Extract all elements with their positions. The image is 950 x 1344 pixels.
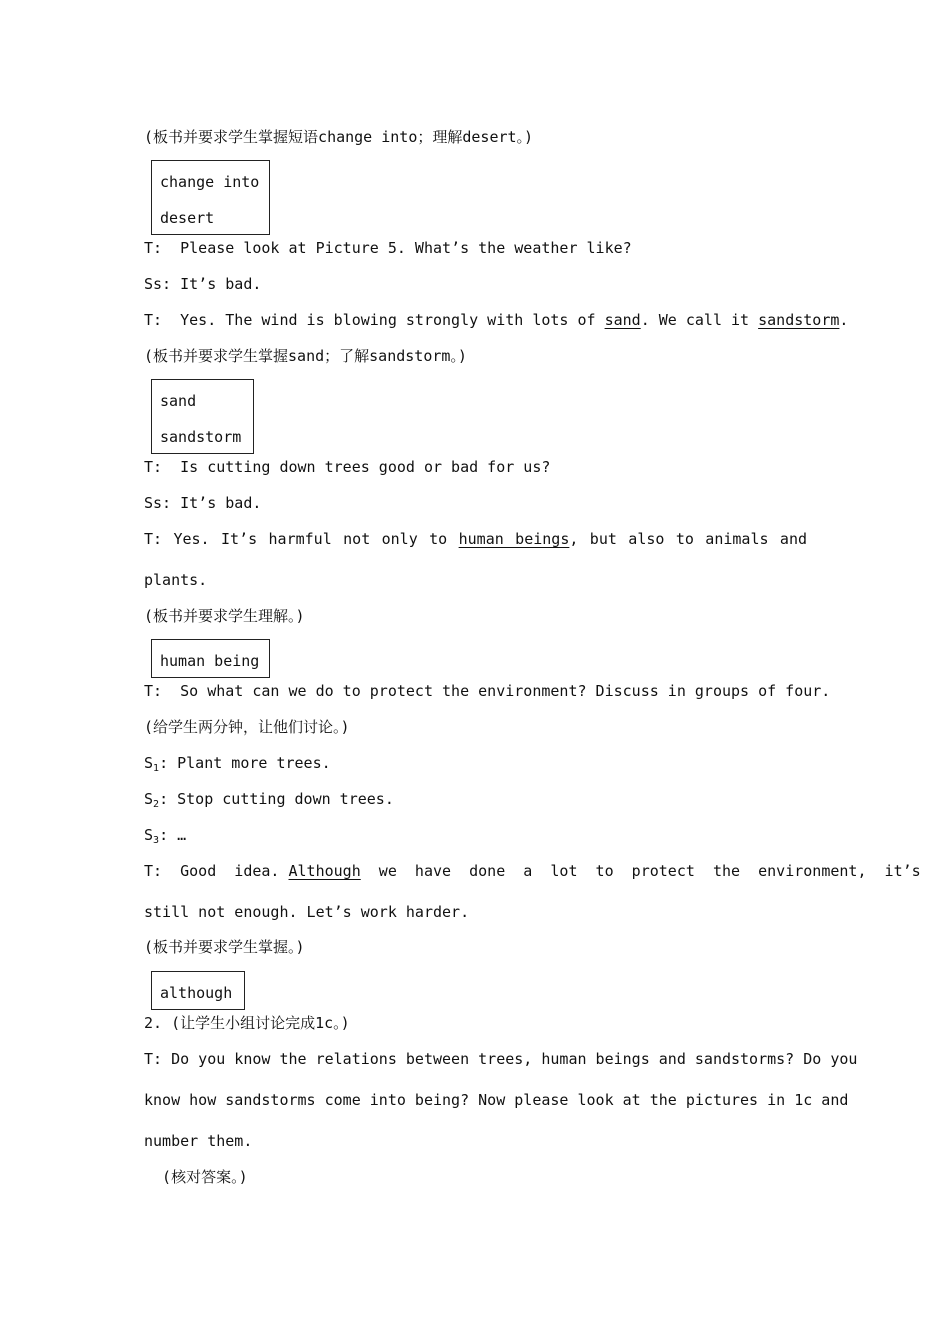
board-note-4: (板书并要求学生掌握。) [144, 938, 305, 956]
board-box-human-being [151, 639, 270, 678]
student-answer-3: $S_3$: … [144, 826, 187, 846]
underlined-word: Although [288, 862, 361, 880]
underlined-word: sand [604, 311, 641, 329]
instruction-note: (核对答案。) [144, 1168, 248, 1186]
dialogue-line: know how sandstorms come into being? Now please look at the pictures in 1c and [144, 1091, 849, 1109]
board-word: although [160, 984, 233, 1002]
dialogue-line: number them. [144, 1132, 253, 1150]
dialogue-line: T: Yes. The wind is blowing strongly with lots of sand. We call it sandstorm. [144, 311, 849, 329]
underlined-word: human beings [458, 530, 570, 548]
dialogue-line: Ss: It’s bad. [144, 275, 262, 293]
board-note-1: (板书并要求学生掌握短语change into；理解desert。) [144, 128, 534, 146]
board-word: desert [160, 209, 215, 227]
dialogue-line: T: Please look at Picture 5. What’s the weather like? [144, 239, 632, 257]
board-word: sandstorm [160, 428, 242, 446]
board-word: human being [160, 652, 260, 670]
underlined-word: sandstorm [758, 311, 840, 329]
board-box-change-into [151, 160, 270, 235]
dialogue-line: T: So what can we do to protect the environment? Discuss in groups of four. [144, 682, 831, 700]
board-word: sand [160, 392, 197, 410]
dialogue-line: T: Good idea. Although we have done a lot to protect the environment, it’s [144, 862, 921, 880]
step-heading: 2. (让学生小组讨论完成1c。) [144, 1014, 350, 1032]
board-word: change into [160, 173, 260, 191]
instruction-note: (给学生两分钟，让他们讨论。) [144, 718, 350, 736]
student-answer-2: $S_2$: Stop cutting down trees. [144, 790, 394, 810]
dialogue-line: T: Is cutting down trees good or bad for us? [144, 458, 551, 476]
dialogue-line: plants. [144, 571, 208, 589]
board-box-although [151, 971, 245, 1010]
dialogue-line: Ss: It’s bad. [144, 494, 262, 512]
board-box-sand [151, 379, 254, 454]
dialogue-line: T: Yes. It’s harmful not only to human beings, but also to animals and [144, 530, 808, 548]
board-note-2: (板书并要求学生掌握sand；了解sandstorm。) [144, 347, 467, 365]
board-note-3: (板书并要求学生理解。) [144, 607, 305, 625]
dialogue-line: T: Do you know the relations between trees, human beings and sandstorms? Do you [144, 1050, 858, 1068]
student-answer-1: $S_1$: Plant more trees. [144, 754, 331, 774]
dialogue-line: still not enough. Let’s work harder. [144, 903, 470, 921]
